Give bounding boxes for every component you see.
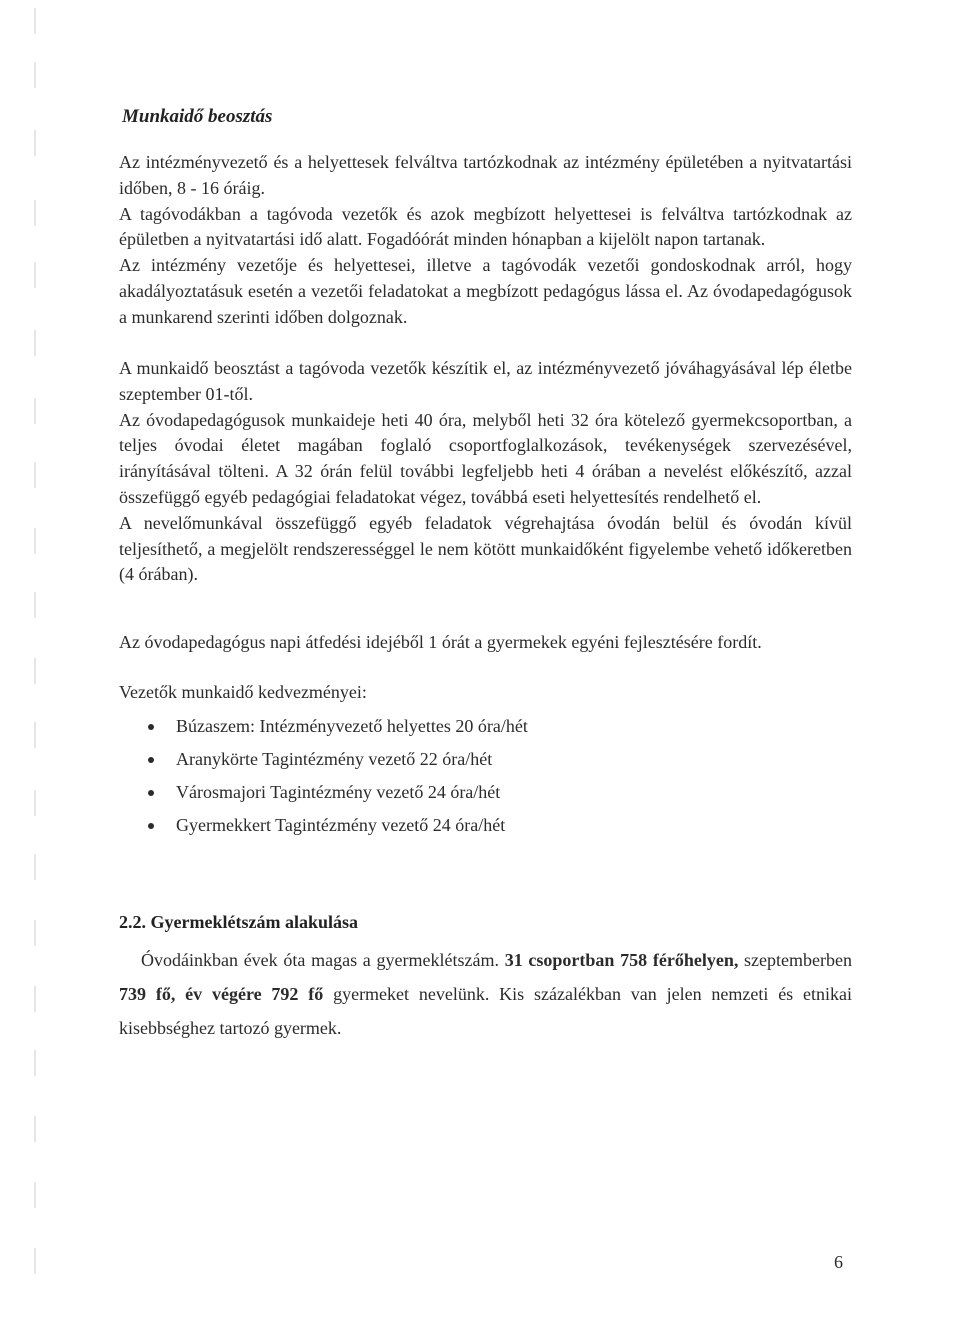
paragraph: A munkaidő beosztást a tagóvoda vezetők készítik el, az intézményvezető jóváhagyásával lép életbe szeptember 01-től. <box>119 358 852 404</box>
scan-mark <box>34 398 36 424</box>
scan-mark <box>34 1182 36 1208</box>
scan-mark <box>34 854 36 880</box>
text-span: szeptemberben <box>738 950 852 970</box>
page-number: 6 <box>834 1252 843 1272</box>
scan-mark <box>34 130 36 156</box>
benefits-list <box>146 710 528 842</box>
section-title: 2.2. Gyermeklétszám alakulása <box>119 912 358 932</box>
text-span: gyermeket nevelünk. Kis százalékban van jelen nemzeti és etnikai kisebbséghez tartozó gyermek. <box>119 984 852 1038</box>
list-item: Városmajori Tagintézmény vezető 24 óra/hét <box>146 776 528 809</box>
list-item: Aranykörte Tagintézmény vezető 22 óra/hét <box>146 743 528 776</box>
paragraph-block-2 <box>119 356 852 588</box>
paragraph-block-1 <box>119 150 852 331</box>
paragraph: A tagóvodákban a tagóvoda vezetők és azok megbízott helyettesei is felváltva tartózkodnak az épületben a nyitvatartási idő alatt. Fogadóórát minden hónapban a kijelölt napon tartanak. <box>119 203 852 250</box>
scan-mark <box>34 8 36 34</box>
heading-munkaido-beosztas: Munkaidő beosztás <box>122 106 273 127</box>
paragraph: Az intézményvezető és a helyettesek felváltva tartózkodnak az intézmény épületében a nyitvatartási időben, 8 - 16 óráig. <box>119 152 852 198</box>
scan-mark <box>34 62 36 88</box>
bold-span: 31 csoportban 758 férőhelyen, <box>504 950 739 970</box>
benefits-lead: Vezetők munkaidő kedvezményei: <box>119 682 367 702</box>
scan-mark <box>34 920 36 946</box>
scan-mark <box>34 658 36 684</box>
list-item: Gyermekkert Tagintézmény vezető 24 óra/hét <box>146 809 528 842</box>
scan-mark <box>34 528 36 554</box>
scan-mark <box>34 986 36 1012</box>
scan-mark <box>34 200 36 226</box>
scan-mark <box>34 462 36 488</box>
bold-span: 739 fő, év végére 792 fő <box>119 984 324 1004</box>
scan-mark <box>34 1050 36 1076</box>
scan-mark <box>34 330 36 356</box>
paragraph: Az óvodapedagógusok munkaideje heti 40 óra, melyből heti 32 óra kötelező gyermekcsoportban, a teljes óvodai életet magában foglaló csoportfoglalkozások, tevékenységek szervezésével, irányításával tölteni. A 32 órán felül további legfeljebb heti 4 órában a nevelést előkészítő, azzal összefüggő egyéb pedagógiai feladatokat végez, továbbá eseti helyettesítés rendelhető el. <box>119 409 852 507</box>
paragraph-block-3 <box>119 630 852 656</box>
text-span: Óvodáinkban évek óta magas a gyermeklétszám. <box>141 950 505 970</box>
scan-mark <box>34 790 36 816</box>
scan-mark <box>34 1116 36 1142</box>
paragraph: Az óvodapedagógus napi átfedési idejéből 1 órát a gyermekek egyéni fejlesztésére fordít. <box>119 632 762 652</box>
paragraph: Az intézmény vezetője és helyettesei, illetve a tagóvodák vezetői gondoskodnak arról, hogy akadályoztatásuk esetén a vezetői feladatokat a megbízott pedagógus lássa el. Az óvodapedagógusok a munkarend szerinti időben dolgoznak. <box>119 255 852 327</box>
paragraph: A nevelőmunkával összefüggő egyéb feladatok végrehajtása óvodán belül és óvodán kívül teljesíthető, a megjelölt rendszerességgel le nem kötött munkaidőként figyelembe vehető időkeretben (4 órában). <box>119 512 852 585</box>
scan-mark <box>34 1248 36 1274</box>
scan-mark <box>34 592 36 618</box>
paragraph <box>119 943 852 1045</box>
list-item: Búzaszem: Intézményvezető helyettes 20 óra/hét <box>146 710 528 743</box>
scan-mark <box>34 262 36 288</box>
scan-mark <box>34 722 36 748</box>
enrollment-paragraph <box>119 943 852 1045</box>
